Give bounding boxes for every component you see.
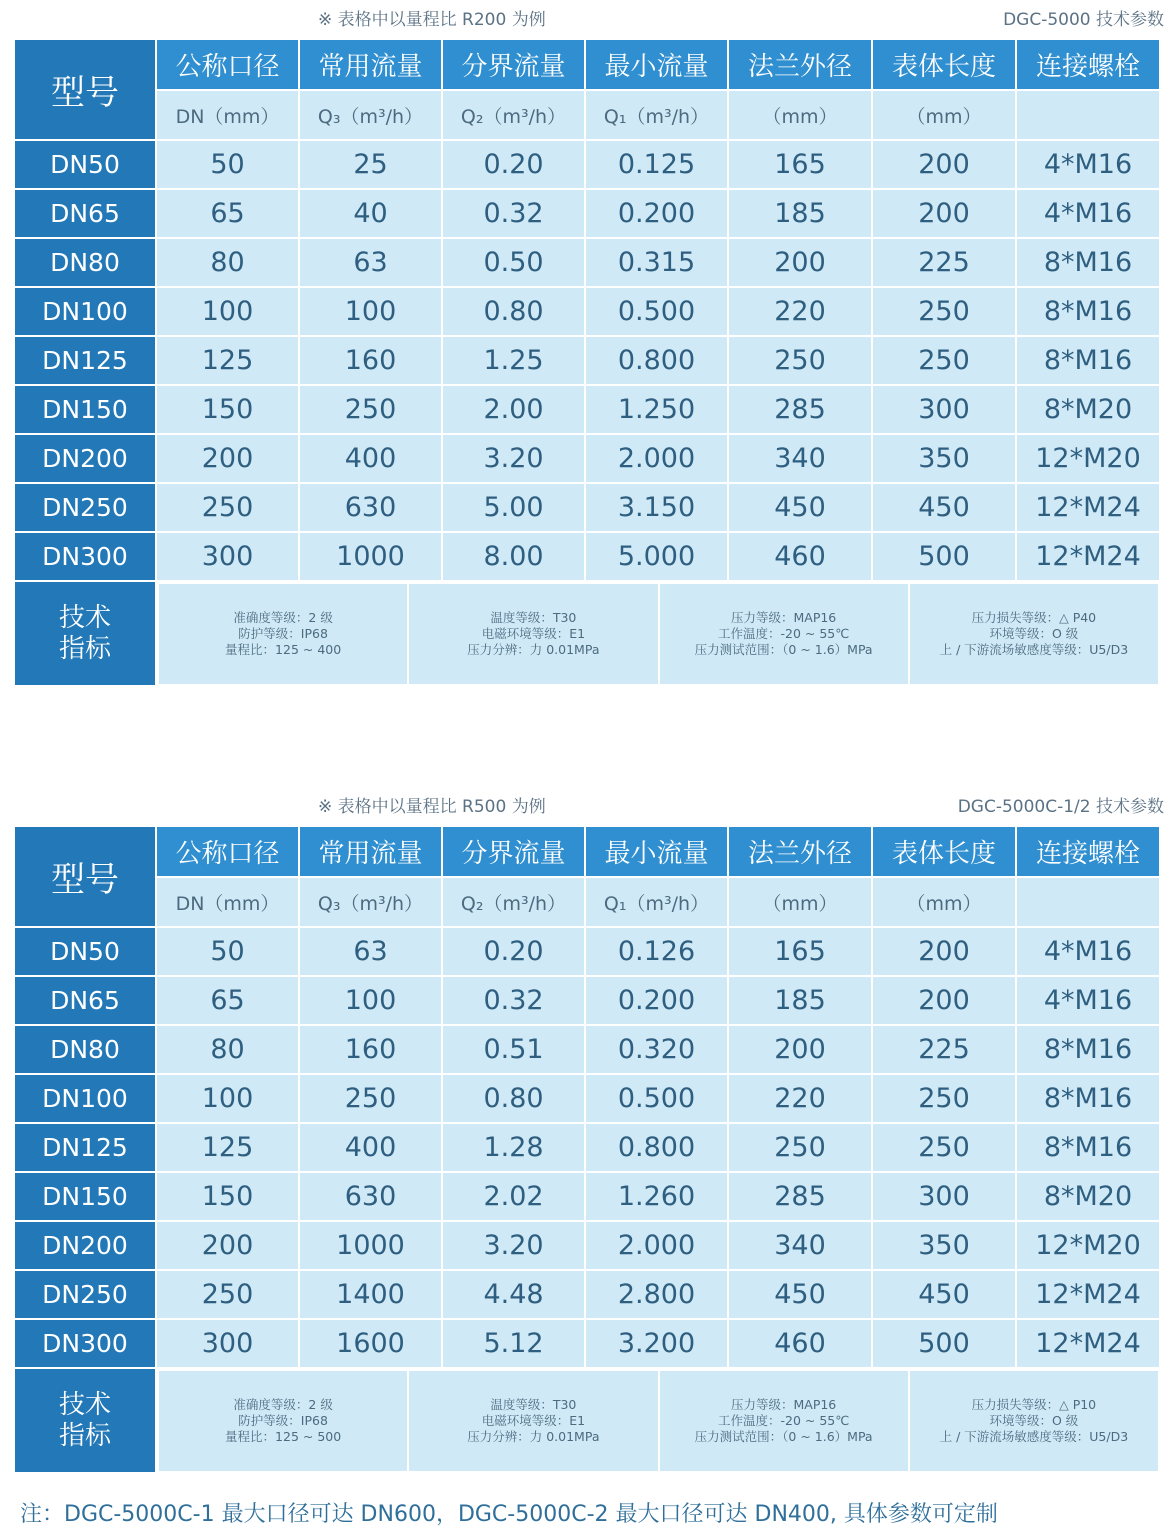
cell-q1: 0.800: [585, 336, 728, 385]
table-row: [14, 287, 1160, 336]
cell-q2: 0.80: [442, 1074, 585, 1123]
cell-flange: 165: [728, 140, 872, 189]
model-size: DN150: [14, 1172, 156, 1221]
cell-q1: 2.000: [585, 434, 728, 483]
model-size: DN250: [14, 483, 156, 532]
cell-q3: 40: [299, 189, 442, 238]
cell-dn: 250: [156, 483, 299, 532]
table-row: [14, 189, 1160, 238]
spec-line: 工作温度：-20 ~ 55℃: [717, 626, 850, 641]
cell-length: 300: [872, 1172, 1016, 1221]
cell-length: 300: [872, 385, 1016, 434]
cell-q1: 0.200: [585, 189, 728, 238]
cell-bolts: 12*M24: [1016, 1319, 1160, 1368]
tech-label-line: 技术: [58, 1389, 111, 1420]
cell-q1: 2.000: [585, 1221, 728, 1270]
spec-cells-wrapper: [156, 581, 1160, 686]
cell-q2: 1.28: [442, 1123, 585, 1172]
cell-q1: 0.320: [585, 1025, 728, 1074]
spec-table: [13, 825, 1161, 1474]
cell-length: 200: [872, 189, 1016, 238]
cell-dn: 80: [156, 238, 299, 287]
cell-dn: 150: [156, 1172, 299, 1221]
spec-group: [659, 583, 909, 685]
cell-q3: 250: [299, 385, 442, 434]
cell-dn: 300: [156, 1319, 299, 1368]
cell-q3: 1000: [299, 532, 442, 581]
model-size: DN80: [14, 238, 156, 287]
cell-length: 350: [872, 1221, 1016, 1270]
model-size: DN125: [14, 336, 156, 385]
cell-q3: 1000: [299, 1221, 442, 1270]
spec-line: 电磁环境等级：E1: [481, 1413, 586, 1428]
table-row: [14, 385, 1160, 434]
cell-bolts: 8*M16: [1016, 287, 1160, 336]
model-size: DN100: [14, 1074, 156, 1123]
model-size: DN125: [14, 1123, 156, 1172]
cell-dn: 200: [156, 1221, 299, 1270]
cell-q1: 2.800: [585, 1270, 728, 1319]
cell-bolts: 4*M16: [1016, 927, 1160, 976]
unit-label-flange: （mm）: [728, 90, 872, 140]
cell-bolts: 8*M20: [1016, 1172, 1160, 1221]
cell-length: 350: [872, 434, 1016, 483]
column-header-dn: 公称口径: [156, 39, 299, 90]
spec-line: 温度等级：T30: [490, 610, 577, 625]
spec-group: [158, 583, 408, 685]
spec-line: 温度等级：T30: [490, 1397, 577, 1412]
spec-line: 量程比：125 ~ 400: [225, 642, 342, 657]
table-row: [14, 976, 1160, 1025]
cell-length: 225: [872, 238, 1016, 287]
spec-line: 电磁环境等级：E1: [481, 626, 586, 641]
cell-length: 250: [872, 1074, 1016, 1123]
cell-q3: 630: [299, 1172, 442, 1221]
spec-line: 压力损失等级：△ P10: [971, 1397, 1097, 1412]
unit-label-length: （mm）: [872, 877, 1016, 927]
cell-bolts: 8*M16: [1016, 1025, 1160, 1074]
cell-q1: 3.200: [585, 1319, 728, 1368]
model-size: DN300: [14, 532, 156, 581]
cell-bolts: 12*M20: [1016, 434, 1160, 483]
unit-label-bolts: [1016, 90, 1160, 140]
spec-line: 准确度等级：2 级: [233, 1397, 333, 1412]
unit-label-q1: Q₁（m³/h）: [585, 877, 728, 927]
range-ratio-note: ※ 表格中以量程比 R200 为例: [318, 10, 546, 30]
unit-label-flange: （mm）: [728, 877, 872, 927]
unit-label-q3: Q₃（m³/h）: [299, 90, 442, 140]
tech-label-line: 指标: [58, 1420, 111, 1451]
cell-bolts: 8*M16: [1016, 1123, 1160, 1172]
cell-q3: 160: [299, 1025, 442, 1074]
tech-indicator-label: [14, 1368, 156, 1473]
cell-q2: 1.25: [442, 336, 585, 385]
spec-line: 环境等级：O 级: [989, 626, 1079, 641]
cell-flange: 340: [728, 434, 872, 483]
cell-flange: 185: [728, 189, 872, 238]
column-header-q1: 最小流量: [585, 39, 728, 90]
cell-q3: 25: [299, 140, 442, 189]
spec-line: 上 / 下游流场敏感度等级：U5/D3: [939, 642, 1129, 657]
cell-length: 250: [872, 336, 1016, 385]
model-size: DN65: [14, 189, 156, 238]
cell-length: 500: [872, 1319, 1016, 1368]
cell-q1: 5.000: [585, 532, 728, 581]
table-row: [14, 1270, 1160, 1319]
column-header-dn: 公称口径: [156, 826, 299, 877]
cell-bolts: 4*M16: [1016, 976, 1160, 1025]
spec-line: 环境等级：O 级: [989, 1413, 1079, 1428]
cell-flange: 200: [728, 238, 872, 287]
cell-q1: 0.315: [585, 238, 728, 287]
unit-label-dn: DN（mm）: [156, 90, 299, 140]
model-caption: DGC-5000C-1/2 技术参数: [957, 797, 1164, 817]
cell-q1: 0.500: [585, 1074, 728, 1123]
spec-line: 工作温度：-20 ~ 55℃: [717, 1413, 850, 1428]
spec-line: 压力等级：MAP16: [730, 1397, 837, 1412]
unit-label-q2: Q₂（m³/h）: [442, 90, 585, 140]
model-caption: DGC-5000 技术参数: [1003, 10, 1164, 30]
table-row: [14, 1172, 1160, 1221]
model-size: DN250: [14, 1270, 156, 1319]
table-row: [14, 927, 1160, 976]
cell-dn: 100: [156, 1074, 299, 1123]
column-header-q3: 常用流量: [299, 826, 442, 877]
cell-q2: 8.00: [442, 532, 585, 581]
cell-flange: 450: [728, 1270, 872, 1319]
model-size: DN300: [14, 1319, 156, 1368]
cell-q3: 630: [299, 483, 442, 532]
cell-flange: 185: [728, 976, 872, 1025]
spec-group: [408, 1370, 658, 1472]
cell-q1: 1.250: [585, 385, 728, 434]
cell-flange: 250: [728, 336, 872, 385]
cell-length: 450: [872, 483, 1016, 532]
cell-dn: 125: [156, 1123, 299, 1172]
table-row: [14, 1221, 1160, 1270]
spec-line: 防护等级：IP68: [238, 626, 328, 641]
cell-flange: 285: [728, 1172, 872, 1221]
cell-q2: 2.00: [442, 385, 585, 434]
cell-dn: 250: [156, 1270, 299, 1319]
cell-q3: 1400: [299, 1270, 442, 1319]
table-row: [14, 140, 1160, 189]
tech-label-line: 指标: [58, 633, 111, 664]
cell-flange: 250: [728, 1123, 872, 1172]
model-size: DN200: [14, 1221, 156, 1270]
cell-flange: 220: [728, 1074, 872, 1123]
cell-q3: 160: [299, 336, 442, 385]
type-header: 型号: [14, 826, 156, 927]
model-size: DN50: [14, 140, 156, 189]
range-ratio-note: ※ 表格中以量程比 R500 为例: [318, 797, 546, 817]
cell-q1: 1.260: [585, 1172, 728, 1221]
spec-group: [909, 583, 1159, 685]
spec-group: [158, 1370, 408, 1472]
tech-label-line: 技术: [58, 602, 111, 633]
cell-dn: 80: [156, 1025, 299, 1074]
cell-q3: 63: [299, 238, 442, 287]
table-row: [14, 336, 1160, 385]
cell-q1: 0.126: [585, 927, 728, 976]
model-size: DN80: [14, 1025, 156, 1074]
column-header-flange: 法兰外径: [728, 826, 872, 877]
model-size: DN65: [14, 976, 156, 1025]
cell-q2: 0.20: [442, 140, 585, 189]
cell-bolts: 12*M24: [1016, 532, 1160, 581]
column-header-length: 表体长度: [872, 39, 1016, 90]
cell-q3: 400: [299, 434, 442, 483]
cell-bolts: 8*M16: [1016, 238, 1160, 287]
cell-bolts: 8*M20: [1016, 385, 1160, 434]
column-header-length: 表体长度: [872, 826, 1016, 877]
cell-q2: 3.20: [442, 434, 585, 483]
cell-bolts: 8*M16: [1016, 1074, 1160, 1123]
spec-group: [909, 1370, 1159, 1472]
model-size: DN150: [14, 385, 156, 434]
spec-line: 量程比：125 ~ 500: [225, 1429, 342, 1444]
spec-line: 防护等级：IP68: [238, 1413, 328, 1428]
table-row: [14, 1074, 1160, 1123]
spec-line: 压力测试范围：（0 ~ 1.6）MPa: [694, 1429, 873, 1444]
table-row: [14, 1319, 1160, 1368]
spec-cells-wrapper: [156, 1368, 1160, 1473]
table-row: [14, 532, 1160, 581]
column-header-q3: 常用流量: [299, 39, 442, 90]
cell-q3: 250: [299, 1074, 442, 1123]
cell-bolts: 4*M16: [1016, 189, 1160, 238]
cell-dn: 100: [156, 287, 299, 336]
spec-line: 压力分辨：力 0.01MPa: [467, 642, 600, 657]
cell-dn: 200: [156, 434, 299, 483]
cell-flange: 285: [728, 385, 872, 434]
cell-q3: 1600: [299, 1319, 442, 1368]
cell-q2: 0.20: [442, 927, 585, 976]
spec-line: 压力测试范围：（0 ~ 1.6）MPa: [694, 642, 873, 657]
cell-q2: 0.32: [442, 976, 585, 1025]
unit-label-bolts: [1016, 877, 1160, 927]
cell-flange: 460: [728, 1319, 872, 1368]
cell-q3: 100: [299, 287, 442, 336]
cell-length: 250: [872, 1123, 1016, 1172]
table-row: [14, 1123, 1160, 1172]
cell-length: 450: [872, 1270, 1016, 1319]
cell-dn: 65: [156, 189, 299, 238]
cell-q2: 0.51: [442, 1025, 585, 1074]
table-row: [14, 1025, 1160, 1074]
table-row: [14, 434, 1160, 483]
cell-bolts: 4*M16: [1016, 140, 1160, 189]
column-header-q1: 最小流量: [585, 826, 728, 877]
unit-label-dn: DN（mm）: [156, 877, 299, 927]
cell-length: 250: [872, 287, 1016, 336]
cell-dn: 300: [156, 532, 299, 581]
model-size: DN200: [14, 434, 156, 483]
cell-q2: 2.02: [442, 1172, 585, 1221]
unit-label-q2: Q₂（m³/h）: [442, 877, 585, 927]
unit-label-q1: Q₁（m³/h）: [585, 90, 728, 140]
cell-q1: 0.800: [585, 1123, 728, 1172]
cell-q1: 3.150: [585, 483, 728, 532]
cell-q2: 4.48: [442, 1270, 585, 1319]
unit-label-length: （mm）: [872, 90, 1016, 140]
table-row: [14, 483, 1160, 532]
cell-flange: 460: [728, 532, 872, 581]
cell-length: 500: [872, 532, 1016, 581]
cell-flange: 165: [728, 927, 872, 976]
cell-q2: 0.50: [442, 238, 585, 287]
type-header: 型号: [14, 39, 156, 140]
spec-line: 上 / 下游流场敏感度等级：U5/D3: [939, 1429, 1129, 1444]
model-size: DN50: [14, 927, 156, 976]
cell-flange: 340: [728, 1221, 872, 1270]
unit-label-q3: Q₃（m³/h）: [299, 877, 442, 927]
cell-flange: 220: [728, 287, 872, 336]
model-size: DN100: [14, 287, 156, 336]
cell-flange: 450: [728, 483, 872, 532]
tech-indicator-label: [14, 581, 156, 686]
table-row: [14, 238, 1160, 287]
spec-line: 准确度等级：2 级: [233, 610, 333, 625]
spec-line: 压力分辨：力 0.01MPa: [467, 1429, 600, 1444]
cell-q2: 5.00: [442, 483, 585, 532]
cell-bolts: 8*M16: [1016, 336, 1160, 385]
cell-dn: 150: [156, 385, 299, 434]
column-header-flange: 法兰外径: [728, 39, 872, 90]
cell-q1: 0.500: [585, 287, 728, 336]
column-header-bolts: 连接螺栓: [1016, 39, 1160, 90]
cell-length: 225: [872, 1025, 1016, 1074]
footer-note: 注：DGC-5000C-1 最大口径可达 DN600，DGC-5000C-2 最大口径可达 DN400, 具体参数可定制: [20, 1502, 998, 1527]
cell-q3: 400: [299, 1123, 442, 1172]
cell-dn: 125: [156, 336, 299, 385]
cell-bolts: 12*M20: [1016, 1221, 1160, 1270]
cell-dn: 50: [156, 140, 299, 189]
cell-q3: 100: [299, 976, 442, 1025]
cell-q2: 0.32: [442, 189, 585, 238]
cell-bolts: 12*M24: [1016, 1270, 1160, 1319]
column-header-q2: 分界流量: [442, 39, 585, 90]
spec-line: 压力损失等级：△ P40: [971, 610, 1097, 625]
column-header-q2: 分界流量: [442, 826, 585, 877]
column-header-bolts: 连接螺栓: [1016, 826, 1160, 877]
spec-group: [659, 1370, 909, 1472]
cell-dn: 65: [156, 976, 299, 1025]
cell-q2: 0.80: [442, 287, 585, 336]
cell-q2: 5.12: [442, 1319, 585, 1368]
cell-q2: 3.20: [442, 1221, 585, 1270]
cell-bolts: 12*M24: [1016, 483, 1160, 532]
cell-flange: 200: [728, 1025, 872, 1074]
cell-dn: 50: [156, 927, 299, 976]
cell-q1: 0.200: [585, 976, 728, 1025]
cell-length: 200: [872, 140, 1016, 189]
cell-length: 200: [872, 927, 1016, 976]
cell-length: 200: [872, 976, 1016, 1025]
spec-table: [13, 38, 1161, 687]
spec-group: [408, 583, 658, 685]
spec-line: 压力等级：MAP16: [730, 610, 837, 625]
cell-q1: 0.125: [585, 140, 728, 189]
cell-q3: 63: [299, 927, 442, 976]
